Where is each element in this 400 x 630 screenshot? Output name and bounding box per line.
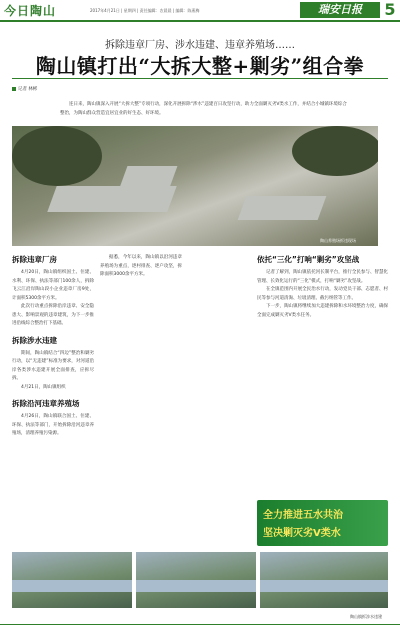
footer-rule — [0, 624, 400, 630]
section-title: 今日陶山 — [4, 4, 57, 18]
newspaper-logo: 瑞安日报 — [300, 2, 380, 18]
bottom-photo-3 — [260, 552, 388, 608]
article-intro: 连日来，陶山镇深入开展“大拆大整”专项行动，深化开展拆除“涉水”违建百日攻坚行动，助力全面剿灭劣V类水工作，并结合小城镇环境综合整治，为陶山群众营造宜居宜业的好生态、好环境。 — [60, 102, 347, 116]
rubble-shape — [238, 196, 327, 220]
main-photo-caption: 陶山养殖场拆违现场 — [320, 238, 356, 243]
title-divider — [12, 78, 388, 79]
paragraph: 在全镇范围内开展全民治水行动，发动党员干部、志愿者、村民等参与河道清淘、垃圾清理、截污纳管等工作。 — [257, 287, 388, 301]
byline-text: 记者 林彬 — [18, 87, 38, 92]
paragraph: 4月20日，陶山镇组织国土、住建、水利、环保、执法等部门100余人，拆除飞云江沿岸陶山段小企业违章厂房9处，计面积5300余平方米。 — [12, 270, 94, 301]
banner-line-1: 全力推进五水共治 — [263, 510, 343, 521]
bottom-photo-2 — [136, 552, 256, 608]
main-photo — [12, 126, 378, 246]
paragraph: 4月26日，陶山镇联合国土、住建、环保、执法等部门，开始拆除沿河违章养殖场，清理养殖污染源。 — [12, 414, 94, 436]
river-shape — [12, 580, 132, 592]
byline — [12, 86, 37, 92]
paragraph: 下一步，陶山镇将继续加大违建拆除和水环境整治力度，确保全面完成剿灭劣V类水任务。 — [257, 304, 388, 318]
paragraph: 4月21日，陶山镇组织 — [21, 384, 66, 390]
column-4 — [257, 254, 388, 320]
slogan-banner — [257, 500, 388, 546]
paragraph: 记者了解到，陶山镇依托河长制平台，推行全民参与、智慧化管理、长效化运行的“三化”模式，打响“剿劣”攻坚战。 — [257, 270, 388, 284]
bottom-photo-caption: 陶山镇拆涉水违建 — [350, 614, 382, 619]
tree-shape — [292, 126, 378, 176]
bullet-icon — [12, 87, 16, 91]
page-header — [0, 0, 400, 22]
issue-meta: 2017年4月21日 | 星期四 | 责任编辑：农晨晨 | 编辑：陈燕梅 — [90, 8, 200, 13]
paragraph: 此次行动重点拆除沿岸违章、安全隐患大、影响景观的违章建筑，为下一步推进沿线综合整治打下基础。 — [12, 304, 94, 326]
column-1 — [12, 254, 94, 439]
banner-line-2: 坚决剿灭劣V类水 — [263, 528, 341, 539]
column-2 — [100, 254, 182, 280]
paragraph: 据悉，今年以来，陶山镇以沿河违章养殖场为重点，逐村排查、逐户攻坚，拆除面积3000余平方米。 — [100, 255, 182, 277]
paragraph: 期间，陶山镇结合“四边”整治和剿劣行动，以“无违建”标准为要求，对河道沿岸各类涉水违建开展全面排查，应拆尽拆。 — [12, 350, 94, 381]
river-shape — [260, 580, 388, 592]
bottom-photo-1 — [12, 552, 132, 608]
section-heading: 依托“三化”打响“剿劣”攻坚战 — [257, 255, 360, 264]
article-subtitle: 拆除违章厂房、涉水违建、违章养殖场…… — [105, 40, 295, 51]
section-heading: 拆除违章厂房 — [12, 255, 57, 264]
page-number: 5 — [384, 0, 396, 19]
section-heading: 拆除沿河违章养殖场 — [12, 399, 80, 408]
river-shape — [136, 580, 256, 592]
section-heading: 拆除涉水违建 — [12, 335, 57, 345]
article-title: 陶山镇打出“大拆大整+剿劣”组合拳 — [35, 54, 365, 78]
tree-shape — [12, 126, 102, 186]
